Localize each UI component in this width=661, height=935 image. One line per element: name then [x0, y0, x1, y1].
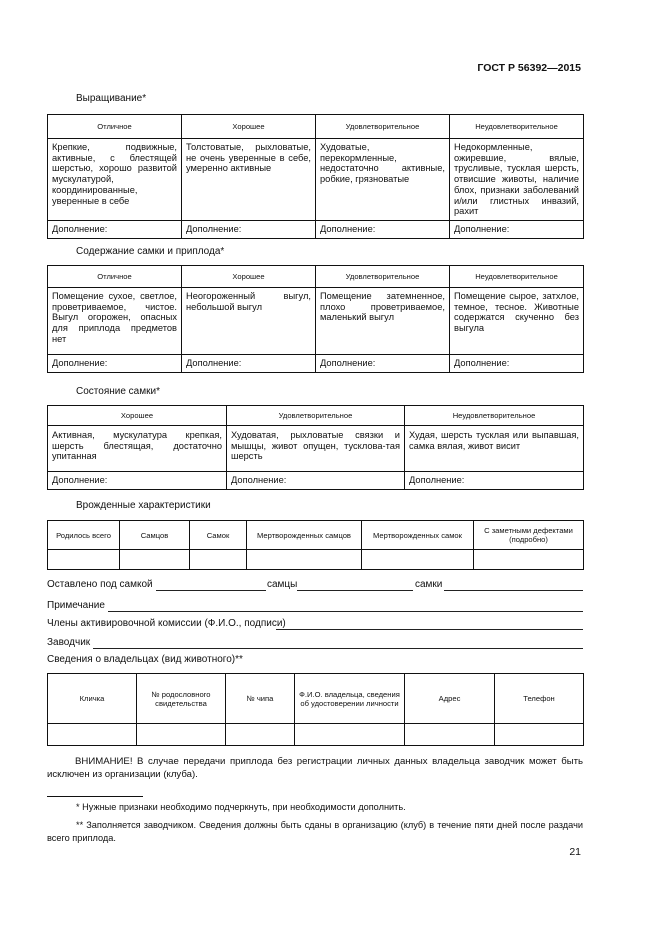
rearing-header-unsatisfactory: Неудовлетворительное — [450, 115, 584, 139]
female-table — [47, 405, 584, 490]
innate-table — [47, 520, 584, 570]
female-title: Состояние самки* — [76, 386, 160, 397]
males-field[interactable] — [297, 590, 413, 591]
warning-text: ВНИМАНИЕ! В случае передачи приплода без регистрации личных данных владельца заводчик может быть исключен из организации (клуба). — [47, 756, 583, 780]
female-header-satisfactory: Удовлетворительное — [227, 406, 405, 426]
breeder-field[interactable] — [93, 648, 583, 649]
owners-header-chip: № чипа — [226, 674, 295, 724]
males-label: самцы — [267, 579, 298, 590]
rearing-header-satisfactory: Удовлетворительное — [316, 115, 450, 139]
keeping-addition: Дополнение: — [48, 355, 182, 373]
rearing-cell-excellent: Крепкие, подвижные, активные, с блестящей шерстью, хорошо развитой мускулатурой, координированные, уверенные в себе — [48, 139, 182, 221]
keeping-addition: Дополнение: — [316, 355, 450, 373]
owners-header-phone: Телефон — [495, 674, 584, 724]
innate-cell-stillborn-males[interactable] — [247, 550, 362, 570]
innate-header-males: Самцов — [120, 521, 190, 550]
innate-cell-females[interactable] — [190, 550, 247, 570]
innate-cell-defects[interactable] — [474, 550, 584, 570]
owners-header-pedigree: № родословного свидетельства — [137, 674, 226, 724]
keeping-table — [47, 265, 584, 373]
breeder-label: Заводчик — [47, 637, 91, 648]
keeping-header-excellent: Отличное — [48, 266, 182, 288]
keeping-cell-excellent: Помещение сухое, светлое, проветриваемое, чистое. Выгул огорожен, опасных для приплода предметов нет — [48, 288, 182, 355]
owners-cell-owner[interactable] — [295, 724, 405, 746]
owners-cell-pedigree[interactable] — [137, 724, 226, 746]
owners-header-name: Кличка — [48, 674, 137, 724]
female-addition: Дополнение: — [48, 472, 227, 490]
owners-table — [47, 673, 584, 746]
innate-header-females: Самок — [190, 521, 247, 550]
female-addition: Дополнение: — [405, 472, 584, 490]
footnote-1: * Нужные признаки необходимо подчеркнуть, при необходимости дополнить. — [76, 802, 406, 812]
owners-label: Сведения о владельцах (вид животного)** — [47, 654, 243, 665]
footnote-separator — [47, 796, 143, 797]
commission-field[interactable] — [276, 629, 583, 630]
standard-number: ГОСТ Р 56392—2015 — [477, 62, 581, 74]
keeping-header-satisfactory: Удовлетворительное — [316, 266, 450, 288]
innate-title: Врожденные характеристики — [76, 500, 211, 511]
owners-cell-phone[interactable] — [495, 724, 584, 746]
females-label: самки — [415, 579, 443, 590]
innate-header-born-total: Родилось всего — [48, 521, 120, 550]
keeping-cell-unsatisfactory: Помещение сырое, затхлое, темное, тесное. Животные содержатся скученно без выгула — [450, 288, 584, 355]
owners-cell-chip[interactable] — [226, 724, 295, 746]
keeping-title: Содержание самки и приплода* — [76, 246, 225, 257]
note-field[interactable] — [108, 611, 583, 612]
female-cell-unsatisfactory: Худая, шерсть тусклая или выпавшая, самка вялая, живот висит — [405, 426, 584, 472]
female-header-unsatisfactory: Неудовлетворительное — [405, 406, 584, 426]
rearing-cell-unsatisfactory: Недокормленные, ожиревшие, вялые, трусливые, тусклая шерсть, отвисшие животы, наличие блох, признаки заболеваний и/или глистных инвазий, рахит — [450, 139, 584, 221]
left-under-female-label: Оставлено под самкой — [47, 579, 153, 590]
innate-cell-males[interactable] — [120, 550, 190, 570]
rearing-title: Выращивание* — [76, 93, 147, 104]
rearing-header-excellent: Отличное — [48, 115, 182, 139]
keeping-cell-satisfactory: Помещение затемненное, плохо проветриваемое, маленький выгул — [316, 288, 450, 355]
rearing-header-good: Хорошее — [182, 115, 316, 139]
keeping-cell-good: Неогороженный выгул, небольшой выгул — [182, 288, 316, 355]
page-number: 21 — [569, 846, 581, 858]
owners-header-owner: Ф.И.О. владельца, сведения об удостоверении личности — [295, 674, 405, 724]
keeping-addition: Дополнение: — [182, 355, 316, 373]
footnote-2: ** Заполняется заводчиком. Сведения должны быть сданы в организацию (клуб) в течение пяти дней после раздачи всего приплода. — [47, 820, 583, 843]
female-header-good: Хорошее — [48, 406, 227, 426]
keeping-header-good: Хорошее — [182, 266, 316, 288]
owners-header-address: Адрес — [405, 674, 495, 724]
rearing-cell-good: Толстоватые, рыхловатые, не очень уверенные в себе, умеренно активные — [182, 139, 316, 221]
female-cell-satisfactory: Худоватая, рыхловатые связки и мышцы, живот опущен, тусклова-тая шерсть — [227, 426, 405, 472]
rearing-addition: Дополнение: — [316, 220, 450, 238]
females-field[interactable] — [444, 590, 583, 591]
innate-cell-stillborn-females[interactable] — [362, 550, 474, 570]
keeping-addition: Дополнение: — [450, 355, 584, 373]
rearing-addition: Дополнение: — [182, 220, 316, 238]
innate-cell-born-total[interactable] — [48, 550, 120, 570]
left-under-female-field[interactable] — [156, 590, 266, 591]
rearing-addition: Дополнение: — [48, 220, 182, 238]
rearing-table — [47, 114, 584, 239]
note-label: Примечание — [47, 600, 105, 611]
innate-header-stillborn-males: Мертворожденных самцов — [247, 521, 362, 550]
commission-label: Члены активировочной комиссии (Ф.И.О., подписи) — [47, 618, 286, 629]
innate-header-stillborn-females: Мертворожденных самок — [362, 521, 474, 550]
innate-header-defects: С заметными дефектами (подробно) — [474, 521, 584, 550]
female-addition: Дополнение: — [227, 472, 405, 490]
female-cell-good: Активная, мускулатура крепкая, шерсть блестящая, достаточно упитанная — [48, 426, 227, 472]
owners-cell-name[interactable] — [48, 724, 137, 746]
keeping-header-unsatisfactory: Неудовлетворительное — [450, 266, 584, 288]
rearing-addition: Дополнение: — [450, 220, 584, 238]
rearing-cell-satisfactory: Худоватые, перекормленные, недостаточно активные, робкие, грязноватые — [316, 139, 450, 221]
owners-cell-address[interactable] — [405, 724, 495, 746]
